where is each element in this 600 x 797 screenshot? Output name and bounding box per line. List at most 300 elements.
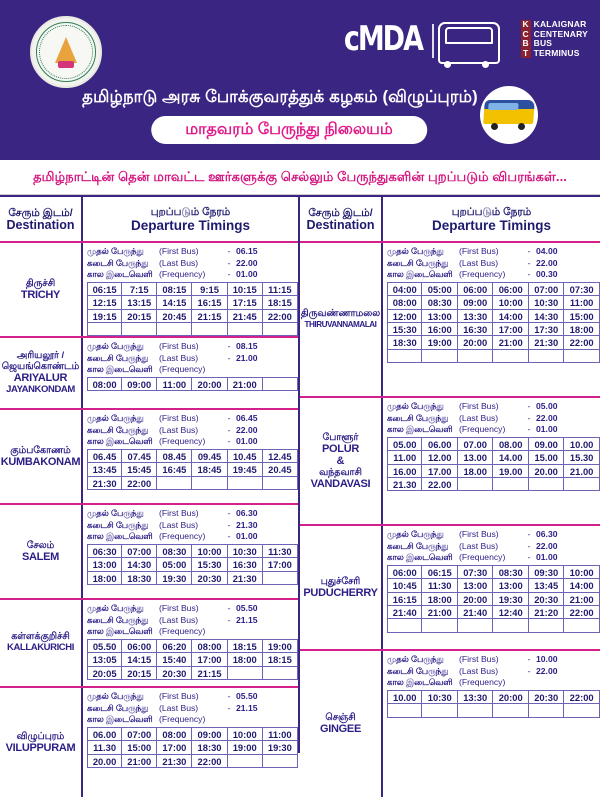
- departure-time-cell: 10:00: [493, 296, 528, 309]
- summary-dash: -: [527, 665, 531, 676]
- summary-label-tamil: கால இடைவெளி: [387, 552, 453, 563]
- organization-title: தமிழ்நாடு அரசு போக்குவரத்துக் கழகம் (விழுப்புரம்): [82, 88, 478, 106]
- departure-time-cell: 17.00: [422, 465, 457, 478]
- departure-time-cell: 10.00: [387, 691, 422, 704]
- summary-dash: -: [227, 702, 231, 713]
- departure-time-cell: 20:30: [157, 667, 192, 680]
- timings-summary: [87, 410, 298, 448]
- timetable: [0, 195, 600, 767]
- summary-line: [387, 413, 600, 425]
- departure-time-cell: 13:45: [529, 579, 564, 592]
- empty-cell: [422, 350, 457, 363]
- table-row[interactable]: [300, 243, 600, 398]
- empty-cell: [422, 619, 457, 632]
- destination-tamil: ஜெயங்கொண்டம்: [1, 360, 80, 372]
- summary-value: 01.00: [236, 269, 258, 280]
- summary-dash: -: [527, 257, 531, 268]
- summary-line: [87, 691, 298, 703]
- summary-value: 06.30: [236, 508, 258, 518]
- empty-cell: [192, 323, 227, 336]
- destination-cell: [300, 398, 383, 524]
- timings-cell: [383, 651, 600, 797]
- summary-line: [87, 436, 298, 448]
- departure-time-cell: 06:30: [87, 545, 122, 558]
- bus-window: [488, 103, 518, 110]
- summary-line: [387, 666, 600, 678]
- departure-times-grid: [387, 437, 600, 492]
- summary-dash: -: [527, 424, 531, 435]
- summary-value: 06.15: [236, 246, 258, 256]
- departure-time-cell: 17:15: [228, 296, 263, 309]
- summary-dash: -: [227, 269, 231, 280]
- departure-time-cell: 18:45: [192, 463, 227, 476]
- summary-line: [87, 341, 298, 353]
- summary-label-english: (Last Bus): [159, 519, 199, 530]
- kcbt-letter-c: C: [522, 28, 529, 39]
- departure-time-cell: 05:00: [157, 558, 192, 571]
- summary-label-english: (Frequency): [459, 552, 506, 563]
- departure-time-cell: 20:30: [192, 572, 227, 585]
- departure-time-cell: 21:00: [122, 755, 157, 768]
- summary-label-tamil: கடைசி பேருந்து: [87, 614, 149, 625]
- empty-cell: [529, 619, 564, 632]
- summary-label-english: (First Bus): [159, 246, 199, 256]
- summary-dash: -: [227, 246, 231, 256]
- departure-time-cell: 22.00: [422, 478, 457, 491]
- departure-time-cell: 13:30: [458, 691, 493, 704]
- empty-cell: [493, 704, 528, 717]
- empty-cell: [564, 704, 599, 717]
- summary-value: 22.00: [536, 665, 558, 676]
- departure-time-cell: 20:00: [458, 336, 493, 349]
- summary-label-english: (Frequency): [159, 714, 206, 725]
- empty-cell: [263, 378, 298, 391]
- summary-label-english: (First Bus): [159, 341, 199, 351]
- departure-time-cell: 20:30: [529, 593, 564, 606]
- departure-time-cell: 18:00: [564, 323, 599, 336]
- departure-time-cell: 21:40: [387, 606, 422, 619]
- departure-time-cell: 07:00: [122, 728, 157, 741]
- departure-times-grid: [87, 377, 298, 391]
- departure-time-cell: 06:00: [458, 283, 493, 296]
- departure-time-cell: 10:30: [228, 545, 263, 558]
- summary-label-english: (Last Bus): [159, 702, 199, 713]
- departure-time-cell: 18:15: [263, 653, 298, 666]
- departure-time-cell: 10:00: [192, 545, 227, 558]
- kcbt-letter-b: B: [522, 38, 529, 48]
- summary-value: 04.00: [536, 246, 558, 256]
- departure-time-cell: 16:00: [422, 323, 457, 336]
- departure-time-cell: 09:00: [122, 378, 157, 391]
- header-timings-english: Departure Timings: [431, 217, 552, 233]
- departure-time-cell: 16.00: [387, 465, 422, 478]
- departure-time-cell: 15:45: [122, 463, 157, 476]
- summary-value: 05.00: [536, 401, 558, 411]
- departure-time-cell: 14:30: [122, 558, 157, 571]
- logo-divider: [432, 24, 434, 58]
- departure-time-cell: 05.00: [387, 438, 422, 451]
- summary-label-english: (First Bus): [159, 691, 199, 701]
- summary-dash: -: [227, 341, 231, 351]
- summary-label-tamil: கடைசி பேருந்து: [87, 257, 149, 268]
- departure-time-cell: 22:00: [564, 606, 599, 619]
- destination-english: GINGEE: [320, 723, 361, 736]
- departure-time-cell: 22:00: [192, 755, 227, 768]
- table-header-left: [0, 197, 298, 243]
- timings-summary: [387, 526, 600, 564]
- summary-label-english: (Frequency): [159, 269, 206, 280]
- departure-time-cell: 11:00: [564, 296, 599, 309]
- departure-time-cell: 13:00: [493, 579, 528, 592]
- summary-label-tamil: கால இடைவெளி: [87, 626, 153, 637]
- departure-time-cell: 13:15: [122, 296, 157, 309]
- departure-time-cell: 21.30: [387, 478, 422, 491]
- destination-cell: [0, 338, 83, 408]
- timings-summary: [87, 243, 298, 281]
- departure-time-cell: 20:30: [529, 691, 564, 704]
- departure-time-cell: 11:30: [263, 545, 298, 558]
- kcbt-logo-text: [521, 20, 588, 58]
- departure-time-cell: 11.00: [387, 451, 422, 464]
- destination-english: THIRUVANNAMALAI: [304, 319, 377, 329]
- summary-line: [87, 703, 298, 715]
- departure-time-cell: 13:00: [422, 310, 457, 323]
- table-row[interactable]: [0, 600, 298, 688]
- empty-cell: [387, 619, 422, 632]
- empty-cell: [564, 350, 599, 363]
- summary-label-english: (First Bus): [459, 401, 499, 411]
- departure-time-cell: 21:00: [228, 378, 263, 391]
- empty-cell: [263, 323, 298, 336]
- timings-cell: [383, 243, 600, 396]
- kcbt-letter-t: T: [521, 49, 531, 59]
- departure-times-grid: [87, 639, 298, 680]
- departure-time-cell: 10:15: [228, 283, 263, 296]
- summary-label-tamil: முதல் பேருந்து: [87, 603, 144, 613]
- summary-label-tamil: முதல் பேருந்து: [87, 413, 144, 423]
- empty-cell: [529, 704, 564, 717]
- summary-line: [87, 714, 298, 726]
- empty-cell: [122, 323, 157, 336]
- summary-line: [87, 425, 298, 437]
- empty-cell: [228, 477, 263, 490]
- departure-time-cell: 20:15: [122, 310, 157, 323]
- table-row[interactable]: [300, 526, 600, 651]
- departure-time-cell: 08:00: [157, 728, 192, 741]
- header-timings-tamil: புறப்படும் நேரம்: [451, 205, 532, 218]
- departure-times-grid: [387, 282, 600, 363]
- departure-time-cell: 15:30: [192, 558, 227, 571]
- departure-time-cell: 15:40: [157, 653, 192, 666]
- departure-time-cell: 20:15: [122, 667, 157, 680]
- destination-tamil: கள்ளக்குறிச்சி: [11, 631, 70, 643]
- departure-time-cell: 15:30: [387, 323, 422, 336]
- summary-label-english: (First Bus): [459, 246, 499, 256]
- departure-time-cell: 10:30: [422, 691, 457, 704]
- departure-time-cell: 07:00: [529, 283, 564, 296]
- destination-cell: [0, 688, 83, 797]
- summary-label-tamil: கால இடைவெளி: [87, 436, 153, 447]
- departure-time-cell: 06:00: [387, 566, 422, 579]
- summary-label-tamil: கால இடைவெளி: [387, 424, 453, 435]
- destination-ampersand: &: [336, 455, 345, 467]
- departure-time-cell: 13:00: [87, 558, 122, 571]
- empty-cell: [564, 478, 599, 491]
- departure-time-cell: 16:15: [387, 593, 422, 606]
- empty-cell: [87, 323, 122, 336]
- summary-label-tamil: முதல் பேருந்து: [87, 508, 144, 518]
- departure-time-cell: 17:00: [157, 741, 192, 754]
- departure-time-cell: 11:15: [263, 283, 298, 296]
- departure-time-cell: 20:45: [157, 310, 192, 323]
- empty-cell: [192, 477, 227, 490]
- departure-time-cell: 13:45: [87, 463, 122, 476]
- destination-tamil: வந்தவாசி: [319, 467, 362, 478]
- departure-time-cell: 06:00: [122, 640, 157, 653]
- header-timings-right: [383, 197, 600, 241]
- summary-dash: -: [527, 401, 531, 411]
- summary-line: [87, 413, 298, 425]
- destination-english: ARIYALUR: [13, 371, 68, 384]
- summary-label-english: (First Bus): [159, 413, 199, 423]
- destination-tamil: அரியலூர் /: [16, 349, 65, 361]
- departure-time-cell: 05:00: [422, 283, 457, 296]
- departure-time-cell: 09.00: [529, 438, 564, 451]
- departure-time-cell: 07.45: [122, 450, 157, 463]
- departure-times-grid: [387, 690, 600, 718]
- summary-label-tamil: கடைசி பேருந்து: [87, 352, 149, 363]
- departure-time-cell: 15.00: [529, 451, 564, 464]
- timetable-right-column: [300, 197, 600, 753]
- departure-time-cell: 09:00: [192, 728, 227, 741]
- departure-time-cell: 14:15: [122, 653, 157, 666]
- departure-time-cell: 17:00: [192, 653, 227, 666]
- kcbt-words: [534, 20, 588, 58]
- departure-time-cell: 14:00: [493, 310, 528, 323]
- departure-time-cell: 06:20: [157, 640, 192, 653]
- departure-time-cell: 12.00: [422, 451, 457, 464]
- destination-tamil: திருச்சி: [25, 277, 56, 289]
- departure-time-cell: 19:15: [87, 310, 122, 323]
- table-header-right: [300, 197, 600, 243]
- summary-value: 06.30: [536, 529, 558, 539]
- summary-label-english: (First Bus): [159, 508, 199, 518]
- summary-label-english: (Last Bus): [159, 424, 199, 435]
- summary-value: 10.00: [536, 654, 558, 664]
- summary-dash: -: [527, 412, 531, 423]
- departure-time-cell: 21:30: [157, 755, 192, 768]
- summary-label-english: (Frequency): [159, 436, 206, 447]
- summary-value: 21.15: [236, 702, 258, 713]
- summary-dash: -: [227, 691, 231, 701]
- departure-time-cell: 21:00: [422, 606, 457, 619]
- departure-time-cell: 18:30: [192, 741, 227, 754]
- departure-times-grid: [87, 544, 298, 585]
- departure-time-cell: 13:30: [458, 310, 493, 323]
- summary-label-tamil: கடைசி பேருந்து: [87, 702, 149, 713]
- destination-english: JAYANKONDAM: [6, 384, 75, 395]
- summary-value: 22.00: [236, 424, 258, 435]
- departure-time-cell: 13:05: [87, 653, 122, 666]
- table-row[interactable]: [0, 338, 298, 410]
- departure-time-cell: 21:00: [493, 336, 528, 349]
- departure-time-cell: 20:00: [192, 378, 227, 391]
- table-row[interactable]: [0, 688, 298, 797]
- departure-time-cell: 13.00: [458, 451, 493, 464]
- departure-time-cell: 14.00: [493, 451, 528, 464]
- empty-cell: [263, 667, 298, 680]
- departure-time-cell: 19.00: [493, 465, 528, 478]
- departure-time-cell: 20:00: [458, 593, 493, 606]
- departure-time-cell: 17:00: [493, 323, 528, 336]
- timings-cell: [383, 398, 600, 524]
- bus-wheels: [491, 123, 498, 130]
- timings-summary: [387, 243, 600, 281]
- summary-line: [87, 531, 298, 543]
- departure-time-cell: 12:15: [87, 296, 122, 309]
- departure-time-cell: 18.00: [458, 465, 493, 478]
- summary-dash: -: [527, 529, 531, 539]
- departure-time-cell: 13:00: [458, 579, 493, 592]
- destination-cell: [300, 651, 383, 797]
- empty-cell: [529, 478, 564, 491]
- summary-value: 08.15: [236, 341, 258, 351]
- departure-time-cell: 21:20: [529, 606, 564, 619]
- summary-dash: -: [527, 269, 531, 280]
- emblem-inner: [36, 22, 96, 82]
- header-destination-right: [300, 197, 383, 241]
- table-row[interactable]: [0, 505, 298, 600]
- summary-line: [87, 508, 298, 520]
- empty-cell: [228, 667, 263, 680]
- summary-value: 01.00: [536, 552, 558, 563]
- empty-cell: [458, 704, 493, 717]
- empty-cell: [387, 350, 422, 363]
- departure-time-cell: 10.00: [564, 438, 599, 451]
- departure-time-cell: 18:15: [228, 640, 263, 653]
- summary-label-tamil: கடைசி பேருந்து: [87, 519, 149, 530]
- summary-value: 05.50: [236, 691, 258, 701]
- summary-label-english: (Last Bus): [159, 352, 199, 363]
- summary-value: 22.00: [236, 257, 258, 268]
- departure-time-cell: 16:30: [228, 558, 263, 571]
- summary-label-english: (Frequency): [159, 626, 206, 637]
- timings-cell: [83, 505, 298, 598]
- destination-english: TRICHY: [20, 288, 61, 301]
- summary-label-english: (Frequency): [459, 424, 506, 435]
- departure-time-cell: 09:00: [458, 296, 493, 309]
- timings-cell: [383, 526, 600, 649]
- summary-line: [387, 654, 600, 666]
- header-destination-tamil: சேரும் இடம்/: [8, 206, 73, 219]
- summary-label-english: (Last Bus): [459, 412, 499, 423]
- summary-dash: -: [527, 552, 531, 563]
- departure-time-cell: 06.00: [422, 438, 457, 451]
- timings-cell: [83, 338, 298, 408]
- summary-value: 01.00: [536, 424, 558, 435]
- header-destination-left: [0, 197, 83, 241]
- destination-cell: [0, 600, 83, 686]
- summary-value: 06.45: [236, 413, 258, 423]
- departure-time-cell: 14:30: [529, 310, 564, 323]
- departure-time-cell: 12:40: [493, 606, 528, 619]
- departure-times-grid: [387, 565, 600, 633]
- departure-time-cell: 08.00: [493, 438, 528, 451]
- departure-time-cell: 07:30: [564, 283, 599, 296]
- station-name-badge: மாதவரம் பேருந்து நிலையம்: [151, 116, 427, 144]
- table-row[interactable]: [300, 398, 600, 526]
- departure-time-cell: 07:00: [122, 545, 157, 558]
- departure-time-cell: 20.45: [263, 463, 298, 476]
- summary-line: [387, 258, 600, 270]
- departure-time-cell: 10:00: [228, 728, 263, 741]
- summary-label-english: (Frequency): [159, 531, 206, 542]
- summary-dash: -: [227, 257, 231, 268]
- departure-time-cell: 21:30: [228, 572, 263, 585]
- left-rows-container: [0, 243, 298, 797]
- destination-english: VILUPPURAM: [5, 741, 76, 754]
- table-row[interactable]: [0, 410, 298, 505]
- destination-cell: [0, 505, 83, 598]
- departure-time-cell: 08:00: [387, 296, 422, 309]
- departure-time-cell: 19:30: [157, 572, 192, 585]
- departure-time-cell: 19:00: [228, 741, 263, 754]
- gopuram-icon: [55, 37, 77, 63]
- timings-summary: [387, 651, 600, 689]
- departure-time-cell: 18:15: [263, 296, 298, 309]
- summary-line: [387, 246, 600, 258]
- departure-time-cell: 12.45: [263, 450, 298, 463]
- empty-cell: [263, 477, 298, 490]
- empty-cell: [263, 755, 298, 768]
- timings-cell: [83, 600, 298, 686]
- summary-line: [87, 626, 298, 638]
- table-row[interactable]: [0, 243, 298, 338]
- summary-line: [387, 401, 600, 413]
- summary-line: [87, 269, 298, 281]
- departure-time-cell: 04:00: [387, 283, 422, 296]
- departure-time-cell: 21:00: [564, 593, 599, 606]
- departure-time-cell: 05.50: [87, 640, 122, 653]
- departure-time-cell: 06:00: [493, 283, 528, 296]
- summary-dash: -: [227, 531, 231, 542]
- summary-label-tamil: முதல் பேருந்து: [387, 529, 444, 539]
- header-destination-english: Destination: [6, 217, 75, 232]
- departure-time-cell: 09:30: [529, 566, 564, 579]
- summary-label-english: (Last Bus): [459, 257, 499, 268]
- summary-line: [387, 677, 600, 689]
- summary-value: 01.00: [236, 436, 258, 447]
- departure-time-cell: 11.30: [87, 741, 122, 754]
- summary-line: [87, 520, 298, 532]
- table-row[interactable]: [300, 651, 600, 797]
- destination-english: SALEM: [21, 550, 59, 563]
- summary-label-english: (Last Bus): [159, 614, 199, 625]
- empty-cell: [493, 350, 528, 363]
- destination-tamil: போளூர்: [322, 431, 359, 443]
- summary-label-tamil: முதல் பேருந்து: [87, 246, 144, 256]
- departure-time-cell: 19:00: [263, 640, 298, 653]
- timings-cell: [83, 410, 298, 503]
- destination-tamil: புதுச்சேரி: [320, 575, 361, 587]
- timings-summary: [87, 688, 298, 726]
- departure-time-cell: 20:05: [87, 667, 122, 680]
- summary-value: 21.15: [236, 614, 258, 625]
- kcbt-word-bus: BUS: [533, 38, 553, 48]
- destination-tamil: செஞ்சி: [325, 712, 356, 724]
- destination-cell: [0, 243, 83, 336]
- destination-cell: [0, 410, 83, 503]
